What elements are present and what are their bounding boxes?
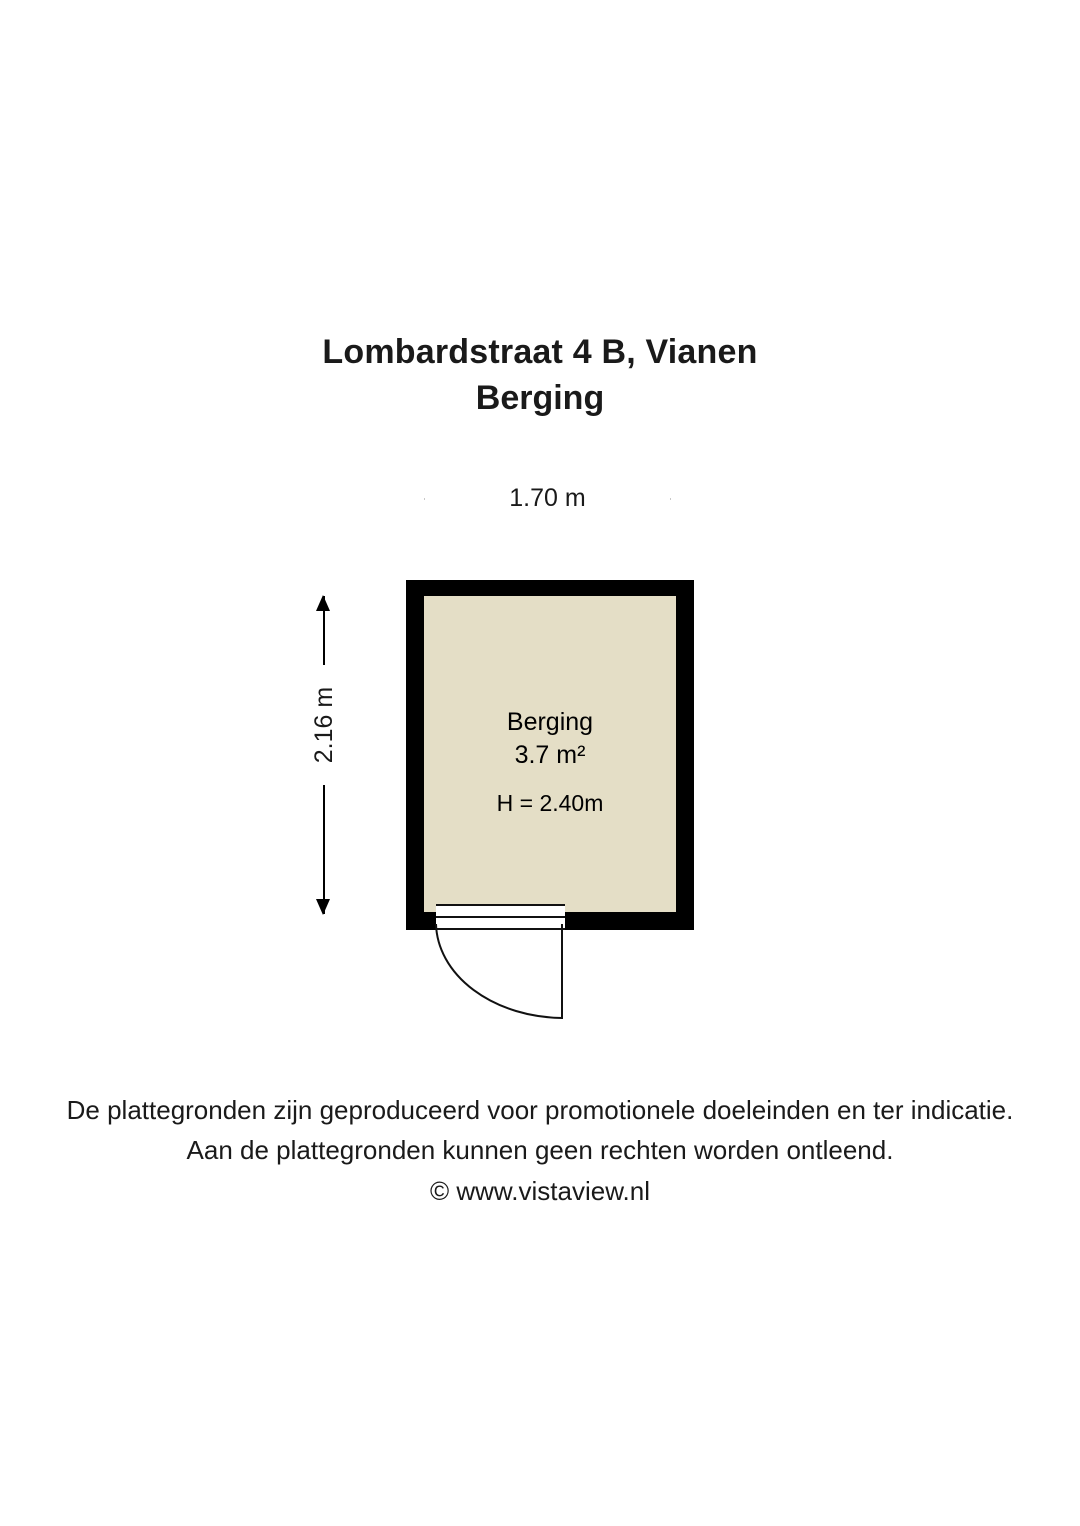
arrow-up-icon (316, 595, 330, 611)
width-dimension-label: 1.70 m (499, 482, 595, 514)
door-threshold-line (436, 916, 565, 918)
room-area: 3.7 m² (514, 741, 586, 769)
title-address: Lombardstraat 4 B, Vianen (322, 333, 758, 371)
disclaimer-line-2: Aan de plattegronden kunnen geen rechten worden ontleend. (186, 1135, 894, 1165)
room-ceiling-height: H = 2.40m (496, 790, 604, 816)
disclaimer (0, 1090, 1080, 1212)
height-dimension-label-wrap (305, 665, 343, 785)
arrow-down-icon (316, 899, 330, 915)
room-name: Berging (506, 708, 594, 736)
door-swing-icon (432, 924, 568, 1020)
height-dimension-label: 2.16 m (305, 679, 343, 771)
title-floor: Berging (475, 379, 605, 417)
room-label-group (406, 706, 694, 820)
room-berging (406, 580, 694, 930)
width-dimension-label-wrap (425, 482, 670, 514)
height-dimension (306, 596, 342, 914)
width-dimension (425, 482, 670, 516)
copyright-line: © www.vistaview.nl (430, 1176, 650, 1206)
disclaimer-line-1: De plattegronden zijn geproduceerd voor promotionele doeleinden en ter indicatie. (66, 1095, 1014, 1125)
